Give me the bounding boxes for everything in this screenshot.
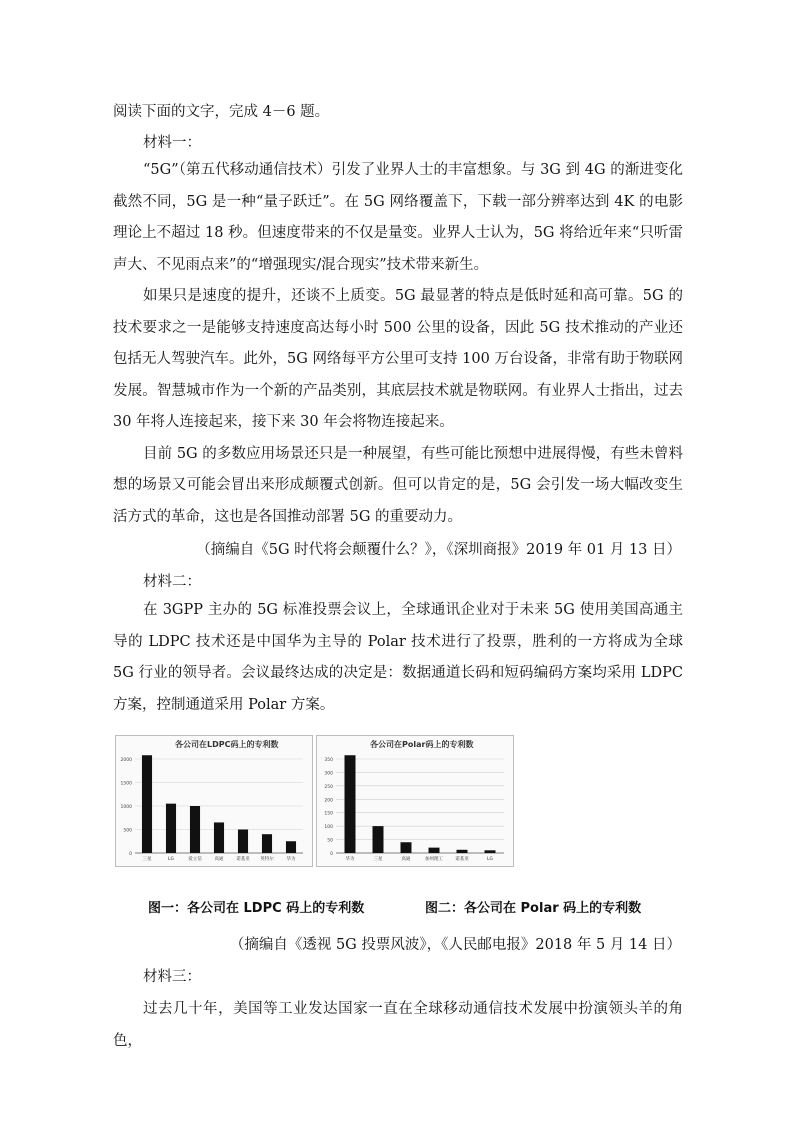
y-tick-label: 350 — [324, 758, 333, 763]
x-tick-label: 高通 — [401, 857, 411, 862]
y-tick-label: 0 — [129, 852, 132, 857]
bar — [345, 755, 356, 853]
y-tick-label: 1500 — [120, 781, 132, 787]
y-tick-label: 50 — [327, 838, 333, 844]
x-tick-label: LG — [168, 857, 174, 862]
material1-body — [113, 155, 683, 533]
y-tick-label: 100 — [324, 825, 333, 831]
bar — [286, 841, 296, 853]
ldpc-chart-title: 各公司在LDPC码上的专利数 — [175, 740, 279, 749]
x-tick-label: 三星 — [142, 857, 152, 862]
x-tick-label: 诺基亚 — [236, 857, 250, 862]
y-tick-label: 150 — [324, 811, 333, 817]
bar — [457, 850, 468, 853]
bar — [373, 826, 384, 853]
x-tick-label: 华为 — [286, 857, 296, 862]
polar-chart-title: 各公司在Polar码上的专利数 — [370, 740, 474, 749]
bar — [142, 755, 152, 853]
x-tick-label: 三星 — [373, 857, 383, 862]
bar — [214, 822, 224, 853]
bar — [262, 834, 272, 853]
material1-source: （摘编自《5G 时代将会颠覆什么？》，《深圳商报》2019 年 01 月 13 日） — [196, 542, 681, 558]
bar — [166, 804, 176, 853]
material2-body — [113, 595, 683, 721]
bar — [190, 806, 200, 853]
polar-chart-caption: 图二：各公司在 Polar 码上的专利数 — [425, 901, 642, 916]
y-tick-label: 200 — [324, 798, 333, 804]
y-tick-label: 2000 — [120, 758, 132, 763]
material1-heading: 材料一： — [143, 135, 201, 151]
x-tick-label: 华为 — [345, 857, 355, 862]
x-tick-label: LG — [487, 857, 493, 862]
intro-line: 阅读下面的文字，完成 4－6 题。 — [113, 104, 330, 120]
x-tick-label: 爱立信 — [188, 857, 202, 862]
bar — [401, 842, 412, 853]
ldpc-chart-caption: 图一：各公司在 LDPC 码上的专利数 — [148, 901, 365, 916]
polar-patent-chart — [316, 735, 512, 865]
y-tick-label: 250 — [324, 784, 333, 790]
paragraph: 目前 5G 的多数应用场景还只是一种展望，有些可能比预想中进展得慢，有些未曾料想的场景又可能会冒出来形成颠覆式创新。但可以肯定的是，5G 会引发一场大幅改变生活方式的革命，这也是各国推动部署 5G 的重要动力。 — [113, 445, 683, 525]
x-tick-label: 诺基亚 — [455, 857, 469, 862]
x-tick-label: 英特尔 — [260, 857, 274, 862]
paragraph: 如果只是速度的提升，还谈不上质变。5G 最显著的特点是低时延和高可靠。5G 的技术要求之一是能够支持速度高达每小时 500 公里的设备，因此 5G 技术推动的产业还包括无人驾驶汽车。此外，5G 网络每平方公里可支持 100 万台设备，非常有助于物联网发展。智慧城市作为一个新的产品类别，其底层技术就是物联网。有业界人士指出，过去 30 年将人连接起来，接下来 30 年会将物连接起来。 — [113, 288, 683, 430]
x-tick-label: 加州理工 — [425, 857, 443, 862]
y-tick-label: 0 — [330, 852, 333, 857]
paragraph: 过去几十年，美国等工业发达国家一直在全球移动通信技术发展中扮演领头羊的角色， — [113, 1001, 683, 1049]
material2-source: （摘编自《透视 5G 投票风波》，《人民邮电报》2018 年 5 月 14 日） — [229, 937, 681, 953]
ldpc-patent-chart — [115, 735, 311, 865]
y-tick-label: 1000 — [120, 805, 132, 810]
bar — [429, 848, 440, 853]
y-tick-label: 300 — [324, 771, 333, 777]
y-tick-label: 500 — [123, 828, 132, 834]
material2-heading: 材料二： — [143, 574, 201, 590]
paragraph: 在 3GPP 主办的 5G 标准投票会议上，全球通讯企业对于未来 5G 使用美国高通主导的 LDPC 技术还是中国华为主导的 Polar 技术进行了投票，胜利的一方将成为全球 5G 行业的领导者。会议最终达成的决定是：数据通道长码和短码编码方案均采用 LDPC 方案，控制通道采用 Polar 方案。 — [113, 602, 683, 713]
material3-body — [113, 994, 683, 1057]
bar — [485, 850, 496, 853]
material3-heading: 材料三： — [143, 969, 201, 985]
x-tick-label: 高通 — [214, 857, 224, 862]
paragraph: “5G”（第五代移动通信技术）引发了业界人士的丰富想象。与 3G 到 4G 的渐进变化截然不同，5G 是一种“量子跃迁”。在 5G 网络覆盖下，下载一部分辨率达到 4K 的电影理论上不超过 18 秒。但速度带来的不仅是量变。业界人士认为，5G 将给近年来“只听雷声大、不见雨点来”的“增强现实/混合现实”技术带来新生。 — [113, 162, 683, 273]
bar — [238, 830, 248, 854]
